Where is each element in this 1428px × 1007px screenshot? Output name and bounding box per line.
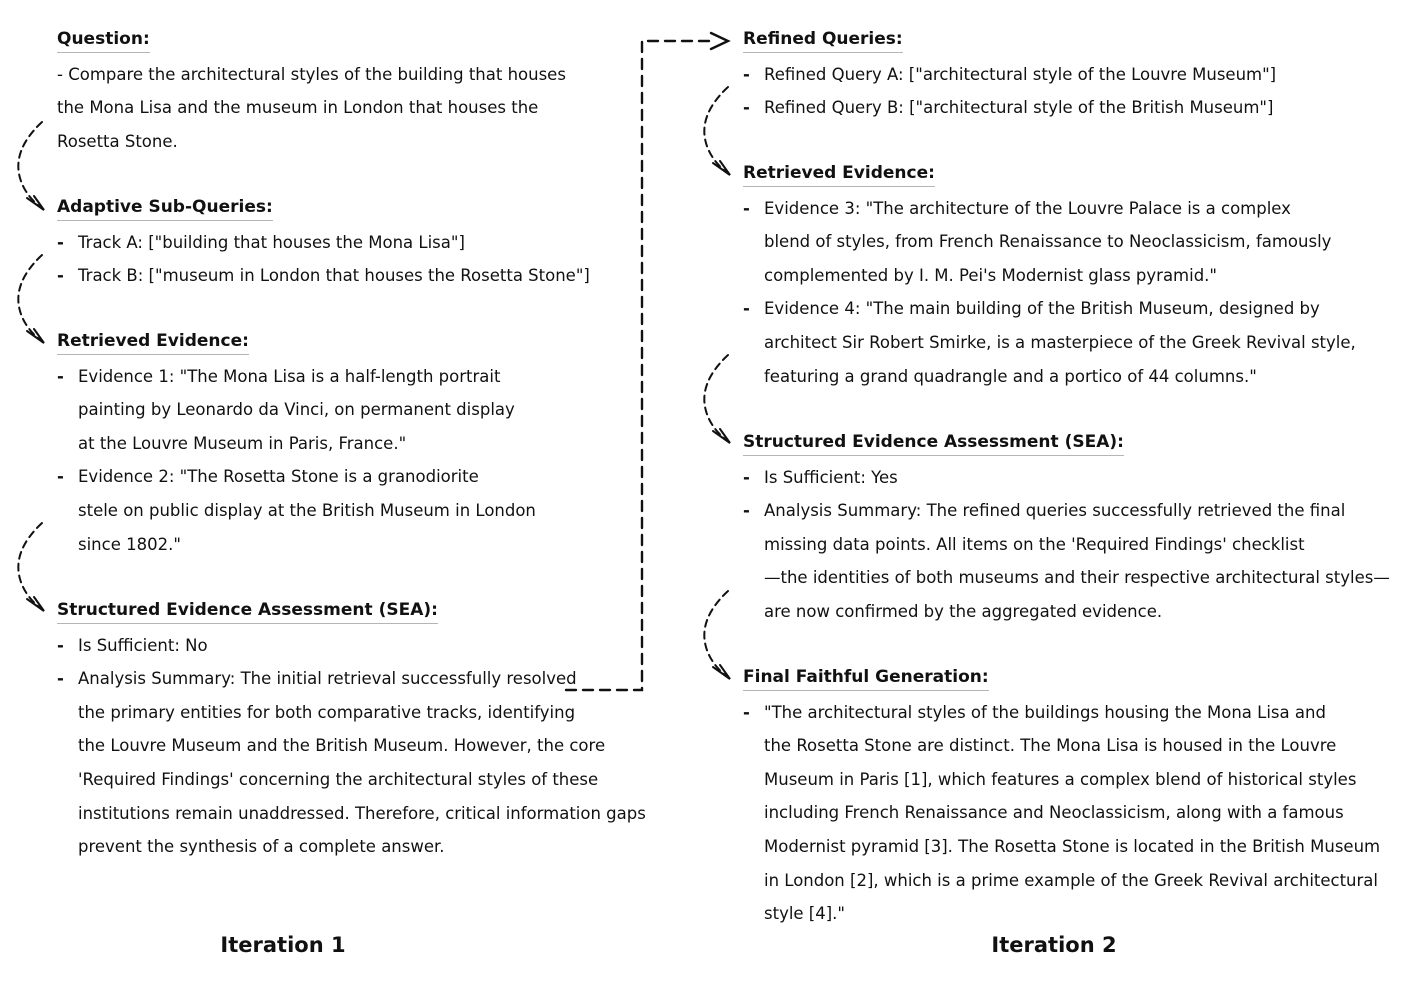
item-lines (78, 231, 687, 255)
iteration-2-label: Iteration 2 (991, 933, 1117, 957)
list-item (743, 701, 1418, 927)
text-line: painting by Leonardo da Vinci, on permanent display (78, 400, 515, 420)
question-text (57, 63, 687, 154)
curved-arrow-question-to-subqueries (18, 122, 44, 210)
bullet-dash: - (743, 467, 750, 487)
curved-arrow-evidence-to-sea (18, 523, 44, 611)
list-item (57, 465, 687, 556)
text-line: stele on public display at the British Museum in London (78, 500, 536, 520)
text-line: Evidence 3: "The architecture of the Louvre Palace is a complex (764, 198, 1291, 218)
final-generation-heading: Final Faithful Generation: (743, 665, 989, 691)
text-line: featuring a grand quadrangle and a portico of 44 columns." (764, 366, 1257, 386)
list-item (57, 231, 687, 255)
sea-section-2 (743, 430, 1418, 624)
sea-list-2 (743, 466, 1418, 624)
text-line: Evidence 1: "The Mona Lisa is a half-length portrait (78, 366, 501, 386)
sub-queries-list (57, 231, 687, 289)
list-item (743, 63, 1418, 87)
text-line: Museum in Paris [1], which features a complex blend of historical styles (764, 769, 1357, 789)
curved-arrow-head-3 (27, 597, 44, 611)
text-line: Refined Query B: ["architectural style of the British Museum"] (764, 98, 1274, 118)
item-lines (764, 63, 1418, 87)
list-item (743, 466, 1418, 490)
curved-arrow-head-5 (713, 429, 730, 443)
item-lines (78, 365, 687, 456)
curved-arrow-head-6 (713, 665, 730, 679)
text-line: in London [2], which is a prime example of the Greek Revival architectural (764, 870, 1378, 890)
sea-heading-1: Structured Evidence Assessment (SEA): (57, 598, 438, 624)
curved-arrow-subqueries-to-evidence (18, 255, 44, 343)
item-lines (78, 264, 687, 288)
text-line: Rosetta Stone. (57, 131, 178, 151)
text-line: prevent the synthesis of a complete answer. (78, 837, 445, 857)
bullet-dash: - (743, 702, 750, 722)
list-item (57, 634, 687, 658)
list-item (743, 499, 1418, 624)
curved-arrow-head-4 (713, 161, 730, 175)
question-section (57, 27, 687, 154)
sea-list-1 (57, 634, 687, 860)
text-line: Is Sufficient: Yes (764, 467, 898, 487)
curved-arrow-refined-to-evidence (704, 87, 730, 175)
item-lines (78, 634, 687, 658)
final-generation-list (743, 701, 1418, 927)
list-item (57, 365, 687, 456)
item-lines (764, 701, 1418, 927)
text-line: Refined Query A: ["architectural style of the Louvre Museum"] (764, 64, 1277, 84)
text-line: the Rosetta Stone are distinct. The Mona Lisa is housed in the Louvre (764, 736, 1337, 756)
text-line: the primary entities for both comparative tracks, identifying (78, 702, 576, 722)
loop-arrow-head (711, 33, 728, 49)
text-line: "The architectural styles of the buildings housing the Mona Lisa and (764, 702, 1326, 722)
text-line: style [4]." (764, 904, 846, 924)
text-line: Evidence 4: "The main building of the British Museum, designed by (764, 299, 1320, 319)
retrieved-evidence-section-2 (743, 161, 1418, 389)
list-item (57, 667, 687, 859)
item-lines (78, 465, 687, 556)
text-line: Modernist pyramid [3]. The Rosetta Stone is located in the British Museum (764, 836, 1381, 856)
list-item (743, 96, 1418, 120)
bullet-dash: - (743, 64, 750, 84)
text-line: —the identities of both museums and their respective architectural styles— (764, 568, 1390, 588)
text-line: since 1802." (78, 534, 181, 554)
text-line: architect Sir Robert Smirke, is a masterpiece of the Greek Revival style, (764, 332, 1356, 352)
retrieved-evidence-section-1 (57, 329, 687, 557)
text-line: 'Required Findings' concerning the architectural styles of these (78, 769, 599, 789)
evidence-list-2 (743, 197, 1418, 389)
curved-arrow-evidence-to-sea-2 (704, 355, 730, 443)
bullet-dash: - (57, 669, 64, 689)
sea-heading-2: Structured Evidence Assessment (SEA): (743, 430, 1124, 456)
item-lines (764, 197, 1418, 288)
evidence-list-1 (57, 365, 687, 557)
bullet-dash: - (57, 366, 64, 386)
text-line: missing data points. All items on the 'Required Findings' checklist (764, 534, 1305, 554)
curved-arrow-head-2 (27, 329, 44, 343)
question-lines (57, 63, 687, 154)
item-lines (764, 499, 1418, 624)
text-line: blend of styles, from French Renaissance to Neoclassicism, famously (764, 232, 1332, 252)
text-line: Track A: ["building that houses the Mona Lisa"] (78, 232, 465, 252)
refined-queries-heading: Refined Queries: (743, 27, 903, 53)
item-lines (764, 297, 1418, 388)
item-lines (764, 466, 1418, 490)
sub-queries-heading: Adaptive Sub-Queries: (57, 195, 273, 221)
text-line: at the Louvre Museum in Paris, France." (78, 433, 407, 453)
list-item (743, 197, 1418, 288)
bullet-dash: - (743, 98, 750, 118)
refined-queries-list (743, 63, 1418, 121)
refined-queries-section (743, 27, 1418, 120)
bullet-dash: - (57, 467, 64, 487)
bullet-dash: - (57, 266, 64, 286)
bullet-dash: - (57, 232, 64, 252)
text-line: Analysis Summary: The initial retrieval successfully resolved (78, 669, 577, 689)
text-line: are now confirmed by the aggregated evidence. (764, 601, 1163, 621)
curved-arrow-sea-to-final (704, 591, 730, 679)
text-line: including French Renaissance and Neoclassicism, along with a famous (764, 803, 1344, 823)
text-line: the Mona Lisa and the museum in London that houses the (57, 98, 539, 118)
text-line: Analysis Summary: The refined queries successfully retrieved the final (764, 501, 1346, 521)
bullet-dash: - (743, 198, 750, 218)
bullet-dash: - (743, 299, 750, 319)
bullet-dash: - (57, 635, 64, 655)
item-lines (78, 667, 687, 859)
text-line: Is Sufficient: No (78, 635, 208, 655)
text-line: the Louvre Museum and the British Museum. However, the core (78, 736, 606, 756)
sub-queries-section (57, 195, 687, 288)
item-lines (764, 96, 1418, 120)
final-generation-section (743, 665, 1418, 926)
text-line: Track B: ["museum in London that houses the Rosetta Stone"] (78, 266, 590, 286)
retrieved-evidence-heading-1: Retrieved Evidence: (57, 329, 249, 355)
text-line: - Compare the architectural styles of the building that houses (57, 64, 566, 84)
sea-section-1 (57, 598, 687, 859)
list-item (57, 264, 687, 288)
text-line: institutions remain unaddressed. Therefore, critical information gaps (78, 803, 646, 823)
iteration-1-label: Iteration 1 (220, 933, 346, 957)
bullet-dash: - (743, 501, 750, 521)
curved-arrow-head-1 (27, 196, 44, 210)
retrieved-evidence-heading-2: Retrieved Evidence: (743, 161, 935, 187)
list-item (743, 297, 1418, 388)
text-line: complemented by I. M. Pei's Modernist glass pyramid." (764, 265, 1218, 285)
question-heading: Question: (57, 27, 150, 53)
text-line: Evidence 2: "The Rosetta Stone is a granodiorite (78, 467, 479, 487)
